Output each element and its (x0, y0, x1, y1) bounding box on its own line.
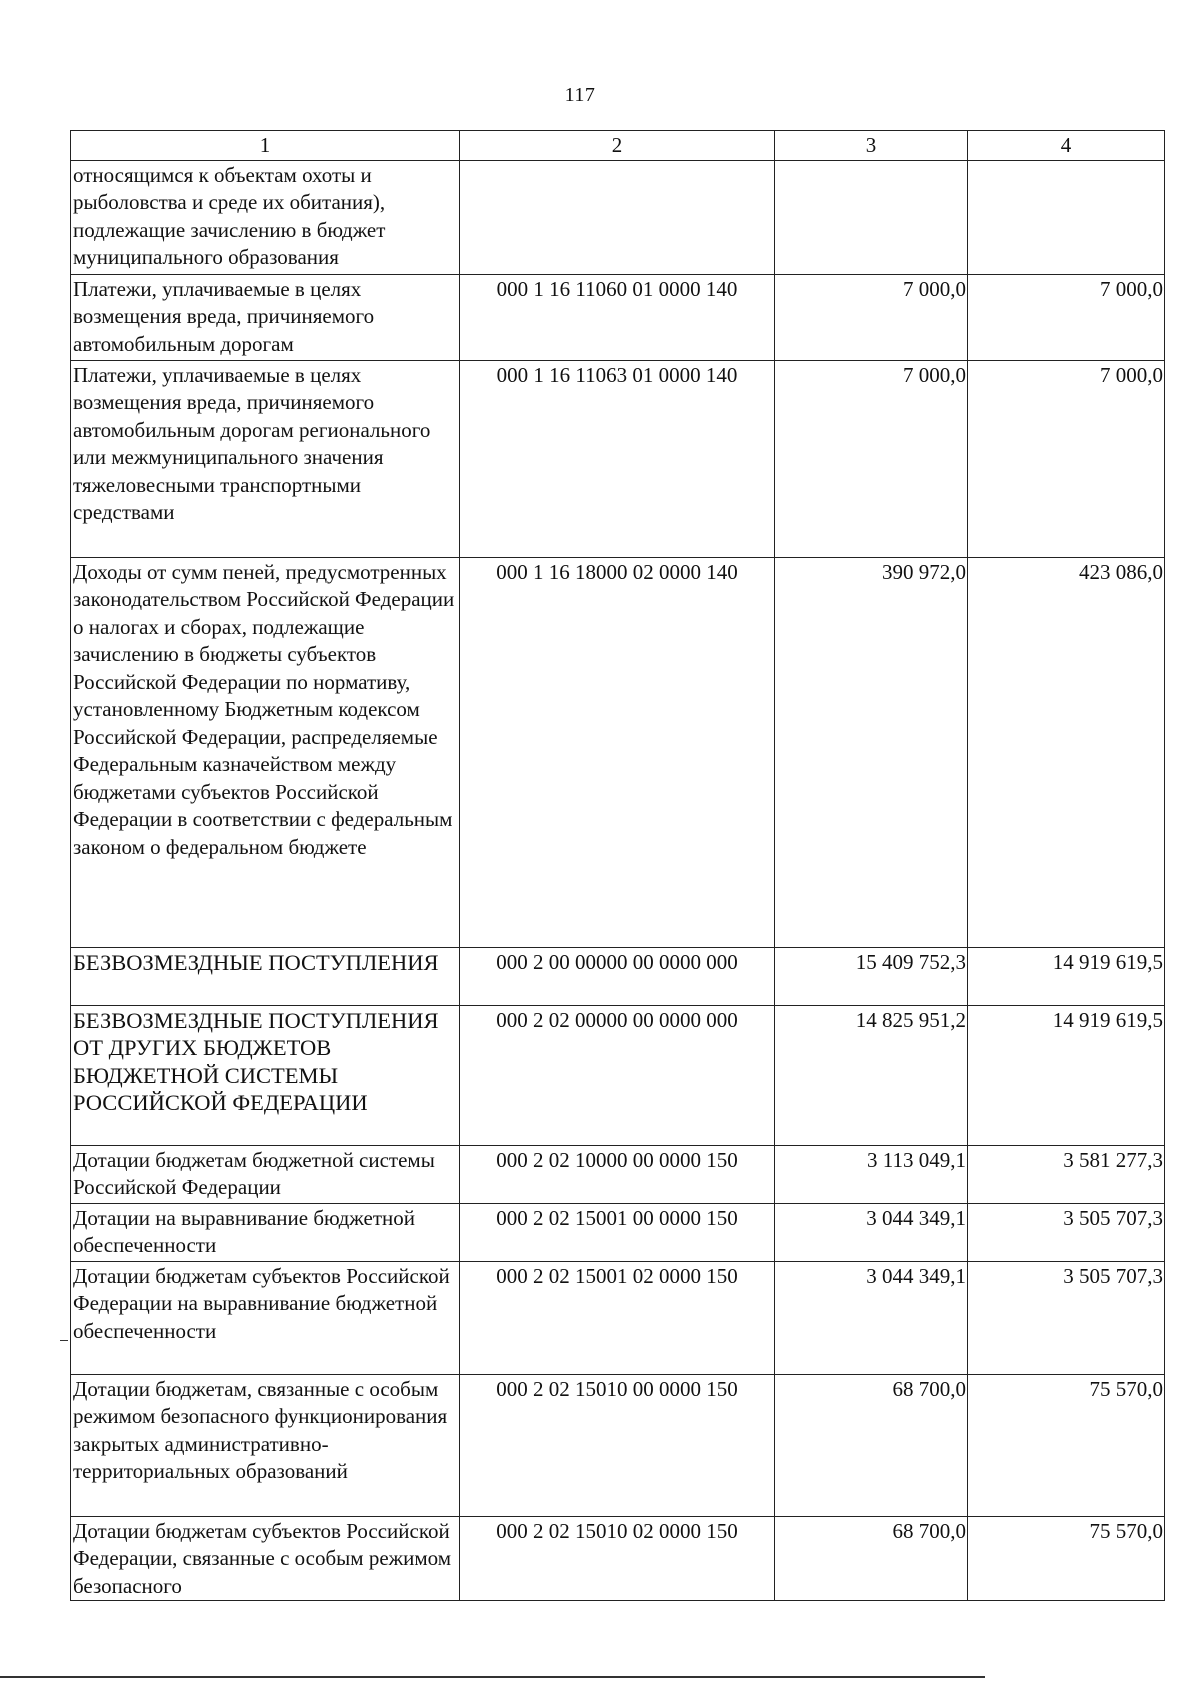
row-value4-cell (968, 160, 1165, 274)
row-value3-cell: 3 044 349,1 (775, 1261, 968, 1374)
row-value3-cell: 7 000,0 (775, 360, 968, 557)
row-code-cell: 000 2 02 10000 00 0000 150 (460, 1145, 775, 1203)
row-value3-cell: 14 825 951,2 (775, 1005, 968, 1145)
row-value3-cell: 15 409 752,3 (775, 947, 968, 1005)
budget-revenue-table (70, 130, 1165, 1601)
row-name-cell: Платежи, уплачиваемые в целях возмещения вреда, причиняемого автомобильным дорогам (71, 274, 460, 360)
table-row (71, 947, 1165, 1005)
row-value4-cell: 7 000,0 (968, 274, 1165, 360)
table-row (71, 1261, 1165, 1374)
row-name-cell: Платежи, уплачиваемые в целях возмещения вреда, причиняемого автомобильным дорогам регионального или межмуниципального значения тяжеловесными транспортными средствами (71, 360, 460, 557)
row-code-cell: 000 2 02 15010 02 0000 150 (460, 1516, 775, 1601)
row-value4-cell: 75 570,0 (968, 1374, 1165, 1516)
table-row (71, 557, 1165, 947)
footer-rule (0, 1676, 985, 1678)
row-name-cell: Доходы от сумм пеней, предусмотренных законодательством Российской Федерации о налогах и сборах, подлежащие зачислению в бюджеты субъектов Российской Федерации по нормативу, установленному Бюджетным кодексом Российской Федерации, распределяемые Федеральным казначейством между бюджетами субъектов Российской Федерации в соответствии с федеральным законом о федеральном бюджете (71, 557, 460, 947)
row-code-cell: 000 2 02 00000 00 0000 000 (460, 1005, 775, 1145)
row-name-cell: Дотации на выравнивание бюджетной обеспеченности (71, 1203, 460, 1261)
row-value3-cell: 390 972,0 (775, 557, 968, 947)
row-name-cell: Дотации бюджетам бюджетной системы Российской Федерации (71, 1145, 460, 1203)
table-row (71, 274, 1165, 360)
row-value4-cell: 3 581 277,3 (968, 1145, 1165, 1203)
table-row (71, 160, 1165, 274)
row-code-cell: 000 2 02 15001 00 0000 150 (460, 1203, 775, 1261)
row-value3-cell: 3 044 349,1 (775, 1203, 968, 1261)
row-value3-cell: 7 000,0 (775, 274, 968, 360)
table-row (71, 1005, 1165, 1145)
row-name-cell: Дотации бюджетам субъектов Российской Федерации, связанные с особым режимом безопасного (71, 1516, 460, 1601)
header-col-2: 2 (460, 131, 775, 161)
row-name-cell: относящимся к объектам охоты и рыболовства и среде их обитания), подлежащие зачислению в бюджет муниципального образования (71, 160, 460, 274)
row-value4-cell: 14 919 619,5 (968, 1005, 1165, 1145)
table-row (71, 1374, 1165, 1516)
row-value4-cell: 3 505 707,3 (968, 1261, 1165, 1374)
table-row (71, 360, 1165, 557)
row-name-cell: БЕЗВОЗМЕЗДНЫЕ ПОСТУПЛЕНИЯ ОТ ДРУГИХ БЮДЖЕТОВ БЮДЖЕТНОЙ СИСТЕМЫ РОССИЙСКОЙ ФЕДЕРАЦИИ (71, 1005, 460, 1145)
header-row (71, 131, 1165, 161)
row-value4-cell: 3 505 707,3 (968, 1203, 1165, 1261)
row-name-cell: Дотации бюджетам субъектов Российской Федерации на выравнивание бюджетной обеспеченности (71, 1261, 460, 1374)
row-code-cell: 000 1 16 11063 01 0000 140 (460, 360, 775, 557)
row-code-cell: 000 2 02 15010 00 0000 150 (460, 1374, 775, 1516)
row-value4-cell: 7 000,0 (968, 360, 1165, 557)
row-value4-cell: 75 570,0 (968, 1516, 1165, 1601)
row-code-cell: 000 2 02 15001 02 0000 150 (460, 1261, 775, 1374)
header-col-1: 1 (71, 131, 460, 161)
row-value4-cell: 14 919 619,5 (968, 947, 1165, 1005)
row-value4-cell: 423 086,0 (968, 557, 1165, 947)
row-name-cell: Дотации бюджетам, связанные с особым режимом безопасного функционирования закрытых административно-территориальных образований (71, 1374, 460, 1516)
row-value3-cell (775, 160, 968, 274)
row-value3-cell: 68 700,0 (775, 1374, 968, 1516)
row-name-cell: БЕЗВОЗМЕЗДНЫЕ ПОСТУПЛЕНИЯ (71, 947, 460, 1005)
row-value3-cell: 3 113 049,1 (775, 1145, 968, 1203)
table-row (71, 1203, 1165, 1261)
row-code-cell: 000 2 00 00000 00 0000 000 (460, 947, 775, 1005)
row-code-cell (460, 160, 775, 274)
header-col-4: 4 (968, 131, 1165, 161)
table-row (71, 1516, 1165, 1601)
row-value3-cell: 68 700,0 (775, 1516, 968, 1601)
header-col-3: 3 (775, 131, 968, 161)
table-row (71, 1145, 1165, 1203)
row-code-cell: 000 1 16 11060 01 0000 140 (460, 274, 775, 360)
margin-mark (60, 1340, 68, 1341)
row-code-cell: 000 1 16 18000 02 0000 140 (460, 557, 775, 947)
page-number: 117 (564, 84, 596, 106)
